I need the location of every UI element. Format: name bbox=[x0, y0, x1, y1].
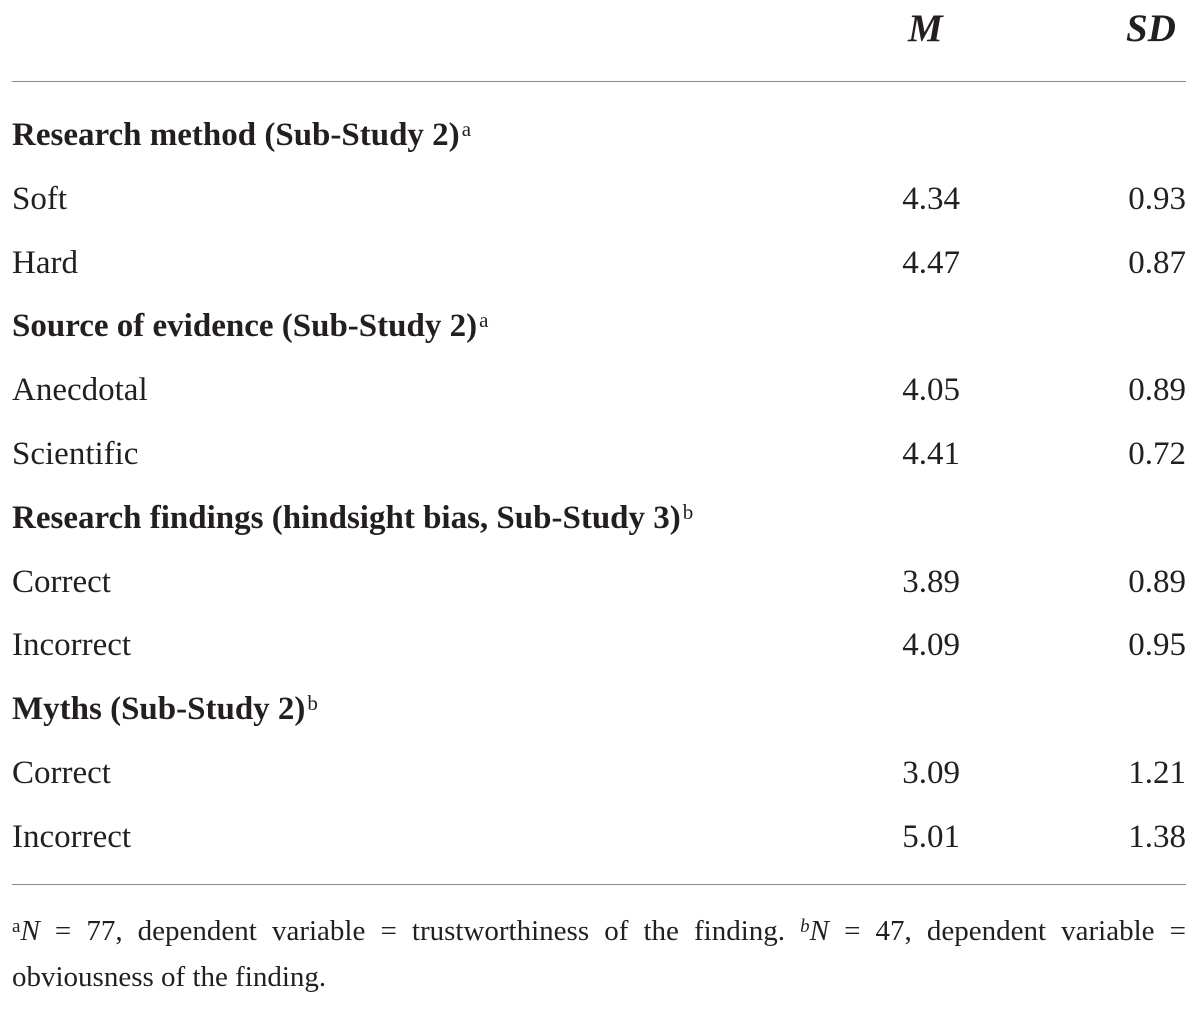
cell-sd: 0.89 bbox=[1128, 372, 1186, 408]
table-row bbox=[0, 240, 1200, 286]
table-row bbox=[0, 814, 1200, 860]
row-label-text: Research findings (hindsight bias, Sub-Study 3) bbox=[12, 500, 681, 536]
cell-mean: 4.41 bbox=[902, 436, 960, 472]
footer-rule bbox=[12, 884, 1186, 885]
table-header-sd: SD bbox=[1126, 7, 1176, 50]
row-label bbox=[12, 559, 111, 605]
cell-sd: 0.93 bbox=[1128, 181, 1186, 217]
row-label bbox=[12, 750, 111, 796]
row-label-text: Scientific bbox=[12, 436, 139, 472]
section-row bbox=[0, 112, 1200, 158]
note-b-mark: b bbox=[800, 916, 810, 937]
row-label-text: Anecdotal bbox=[12, 372, 148, 408]
header-rule bbox=[12, 81, 1186, 82]
row-label-text: Source of evidence (Sub-Study 2) bbox=[12, 308, 478, 344]
row-label-text: Soft bbox=[12, 181, 68, 217]
table-row bbox=[0, 559, 1200, 605]
cell-mean: 4.34 bbox=[902, 181, 960, 217]
cell-mean: 3.89 bbox=[902, 564, 960, 600]
cell-sd: 1.38 bbox=[1128, 819, 1186, 855]
note-b-var: N bbox=[809, 915, 829, 947]
row-label-text: Incorrect bbox=[12, 819, 132, 855]
row-label-text: Research method (Sub-Study 2) bbox=[12, 117, 460, 153]
cell-mean: 3.09 bbox=[902, 755, 960, 791]
note-a-text: = 77, dependent variable = trustworthiness of the finding. bbox=[39, 915, 801, 947]
row-label-text: Myths (Sub-Study 2) bbox=[12, 691, 306, 727]
footnote-marker: b bbox=[682, 500, 694, 524]
cell-mean: 4.05 bbox=[902, 372, 960, 408]
cell-sd: 0.87 bbox=[1128, 245, 1186, 281]
table-row bbox=[0, 367, 1200, 413]
section-label bbox=[12, 112, 471, 158]
section-row bbox=[0, 303, 1200, 349]
table-row bbox=[0, 750, 1200, 796]
cell-mean: 5.01 bbox=[902, 819, 960, 855]
note-a-mark: a bbox=[12, 916, 21, 937]
table-header-m: M bbox=[908, 7, 943, 50]
section-label bbox=[12, 495, 693, 541]
footnote-marker: a bbox=[461, 117, 472, 141]
section-label bbox=[12, 686, 318, 732]
table-notes bbox=[12, 908, 1186, 1000]
row-label bbox=[12, 814, 131, 860]
section-row bbox=[0, 686, 1200, 732]
cell-sd: 0.72 bbox=[1128, 436, 1186, 472]
row-label-text: Incorrect bbox=[12, 627, 132, 663]
cell-mean: 4.09 bbox=[902, 627, 960, 663]
row-label bbox=[12, 240, 78, 286]
table-row bbox=[0, 431, 1200, 477]
table-row bbox=[0, 176, 1200, 222]
row-label-text: Correct bbox=[12, 755, 111, 791]
cell-sd: 0.95 bbox=[1128, 627, 1186, 663]
cell-mean: 4.47 bbox=[902, 245, 960, 281]
footnote-marker: a bbox=[479, 308, 489, 332]
cell-sd: 0.89 bbox=[1128, 564, 1186, 600]
row-label bbox=[12, 367, 148, 413]
row-label-text: Correct bbox=[12, 564, 111, 600]
row-label bbox=[12, 622, 131, 668]
row-label-text: Hard bbox=[12, 245, 78, 281]
note-a-var: N bbox=[20, 915, 40, 947]
footnote-marker: b bbox=[307, 691, 318, 715]
row-label bbox=[12, 176, 67, 222]
section-row bbox=[0, 495, 1200, 541]
note-b-text: = 47, dependent variable = obviousness of the finding. bbox=[12, 915, 1186, 993]
table-row bbox=[0, 622, 1200, 668]
row-label bbox=[12, 431, 138, 477]
section-label bbox=[12, 303, 488, 349]
cell-sd: 1.21 bbox=[1128, 755, 1186, 791]
